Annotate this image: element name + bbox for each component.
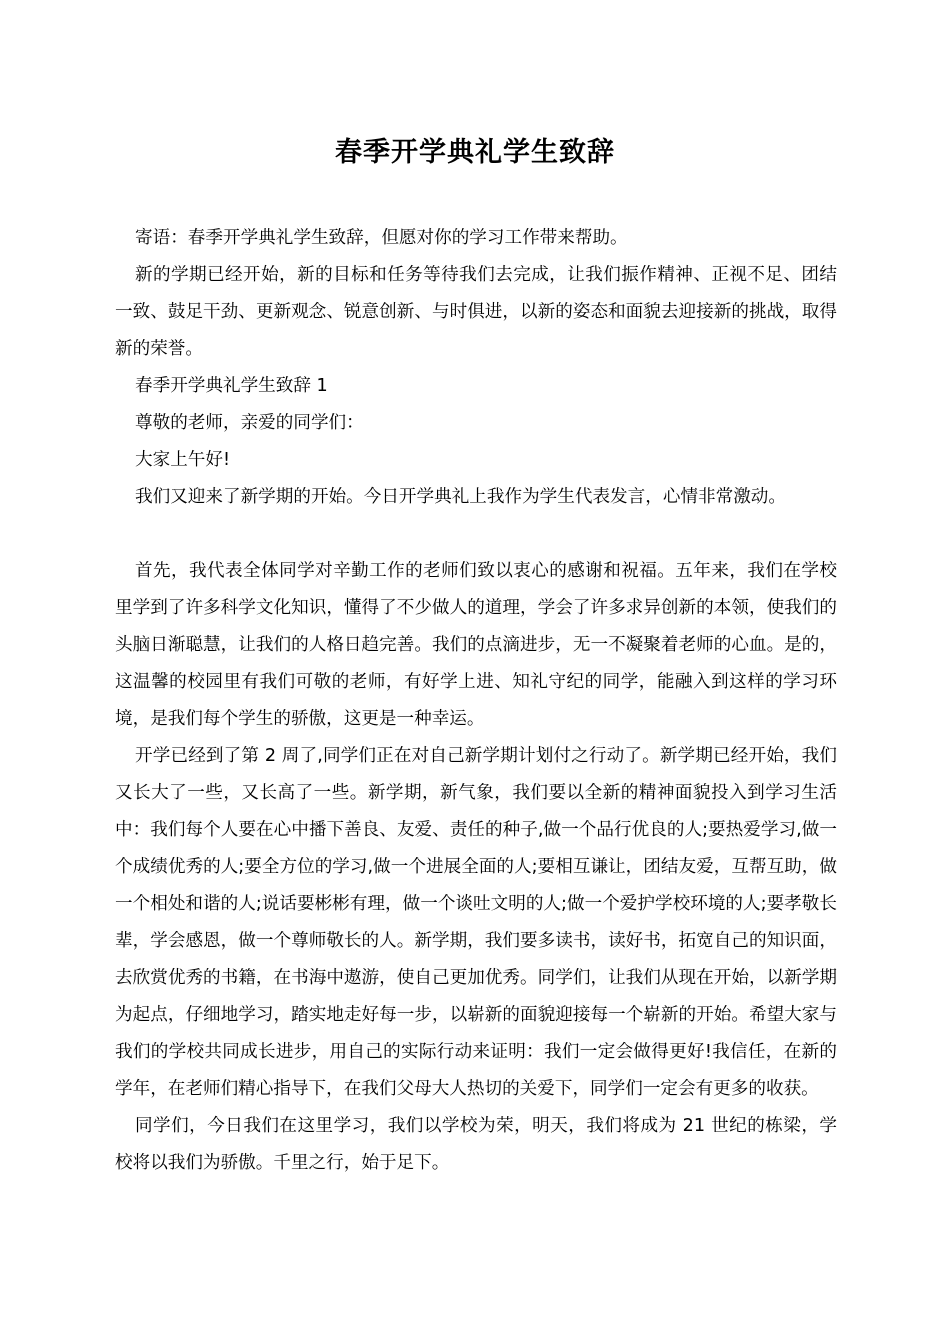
- paragraph-greeting: 大家上午好!: [135, 450, 231, 470]
- document-title: 春季开学典礼学生致辞: [335, 137, 615, 168]
- paragraph-foreword: 寄语：春季开学典礼学生致辞，但愿对你的学习工作带来帮助。: [135, 228, 628, 248]
- paragraph-opening: 我们又迎来了新学期的开始。今日开学典礼上我作为学生代表发言，心情非常激动。: [135, 487, 786, 507]
- paragraph-new-semester: 开学已经到了第 2 周了,同学们正在对自己新学期计划付之行动了。新学期已经开始，我们又长大了一些，又长高了一些。新学期，新气象，我们要以全新的精神面貌投入到学习生活中：我们每个人要在心中播下善良、友爱、责任的种子,做一个品行优良的人;要热爱学习,做一个成绩优秀的人;要全方位的学习,做一个进展全面的人;要相互谦让，团结友爱，互帮互助，做一个相处和谐的人;说话要彬彬有理，做一个谈吐文明的人;做一个爱护学校环境的人;要孝敬长辈，学会感恩，做一个尊师敬长的人。新学期，我们要多读书，读好书，拓宽自己的知识面，去欣赏优秀的书籍，在书海中遨游，使自己更加优秀。同学们，让我们从现在开始，以新学期为起点，仔细地学习，踏实地走好每一步，以崭新的面貌迎接每一个崭新的开始。希望大家与我们的学校共同成长进步，用自己的实际行动来证明：我们一定会做得更好!我信任，在新的学年，在老师们精心指导下，在我们父母大人热切的关爱下，同学们一定会有更多的收获。: [115, 746, 837, 1099]
- blank-line: [115, 516, 837, 553]
- paragraph-salutation: 尊敬的老师，亲爱的同学们：: [135, 413, 364, 433]
- paragraph-closing: 同学们，今日我们在这里学习，我们以学校为荣，明天，我们将成为 21 世纪的栋梁，学校将以我们为骄傲。千里之行，始于足下。: [115, 1116, 837, 1173]
- paragraph-intro: 新的学期已经开始，新的目标和任务等待我们去完成，让我们振作精神、正视不足、团结一致、鼓足干劲、更新观念、锐意创新、与时俱进，以新的姿态和面貌去迎接新的挑战，取得新的荣誉。: [115, 265, 837, 359]
- document-body: [115, 220, 837, 1182]
- paragraph-heading-speech-1: 春季开学典礼学生致辞 1: [135, 376, 328, 396]
- paragraph-thanks: 首先，我代表全体同学对辛勤工作的老师们致以衷心的感谢和祝福。五年来，我们在学校里学到了许多科学文化知识，懂得了不少做人的道理，学会了许多求异创新的本领，使我们的头脑日渐聪慧，让我们的人格日趋完善。我们的点滴进步，无一不凝聚着老师的心血。是的，这温馨的校园里有我们可敬的老师，有好学上进、知礼守纪的同学，能融入到这样的学习环境，是我们每个学生的骄傲，这更是一种幸运。: [115, 561, 837, 729]
